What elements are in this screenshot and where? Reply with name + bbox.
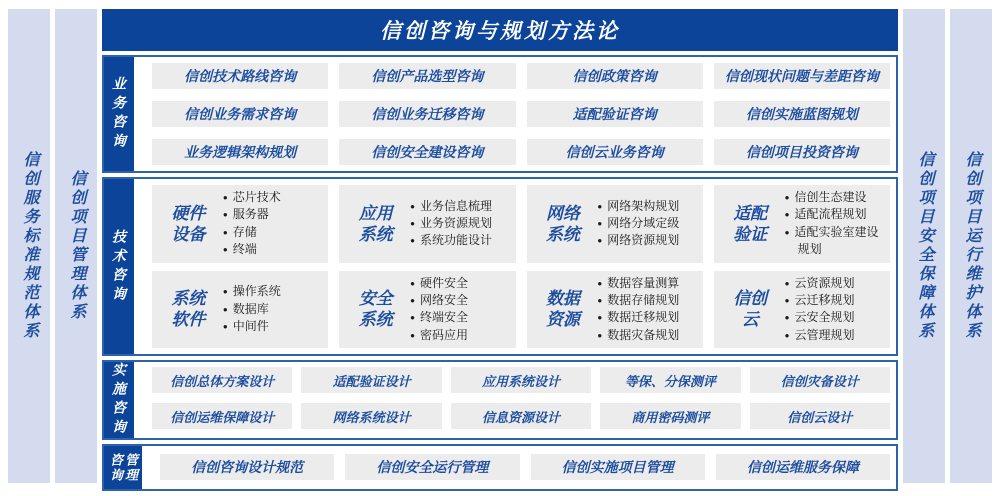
side-bar-label: 信创项目安全保障体系	[916, 151, 933, 341]
diagram-item: 业务逻辑架构规划	[152, 139, 328, 165]
bullet-item: ● 存储	[223, 224, 324, 241]
bullet-item: ● 芯片技术	[223, 189, 324, 206]
bullet-item: ● 系统功能设计	[410, 232, 511, 249]
tech-category-label: 网络 系统	[545, 203, 580, 244]
section-label-tech: 技术咨询	[104, 179, 134, 354]
bullet-item: ● 云安全规划	[785, 309, 886, 326]
tech-category-label: 安全 系统	[358, 289, 393, 330]
tech-bullet-list	[410, 275, 513, 345]
bullet-item: ● 密码应用	[410, 327, 511, 344]
diagram-item: 信创政策咨询	[527, 63, 703, 89]
bullet-item: ● 终端安全	[410, 309, 511, 326]
side-bar-operation-maintenance	[950, 9, 992, 483]
bullet-item: ● 网络安全	[410, 292, 511, 309]
diagram-item: 适配验证咨询	[527, 101, 703, 127]
diagram-item: 信创咨询设计规范	[160, 454, 334, 480]
diagram-item: 信创安全运行管理	[345, 454, 519, 480]
bullet-item: ● 云迁移规划	[785, 292, 886, 309]
diagram-item: 信创技术路线咨询	[152, 63, 328, 89]
tech-category-label: 应用 系统	[358, 203, 393, 244]
bullet-item: ● 云资源规划	[785, 275, 886, 292]
tech-cells-grid	[134, 179, 896, 354]
diagram-item: 信创运维服务保障	[716, 454, 890, 480]
diagram-item: 信创实施项目管理	[531, 454, 705, 480]
side-bar-label: 信创服务标准规范体系	[21, 151, 38, 341]
diagram-item: 信创业务迁移咨询	[339, 101, 515, 127]
tech-bullet-list	[410, 198, 513, 250]
bullet-item: ● 中间件	[223, 318, 324, 335]
diagram-item: 信创项目投资咨询	[714, 139, 890, 165]
tech-cell-network	[527, 185, 703, 263]
management-items-grid	[142, 446, 896, 489]
tech-cell-security-system	[339, 271, 515, 349]
bullet-item: ● 数据迁移规划	[597, 309, 698, 326]
section-label-implementation: 实施咨询	[104, 362, 134, 438]
tech-category-label: 信创 云	[733, 289, 768, 330]
tech-category-label: 系统 软件	[171, 289, 206, 330]
diagram-item: 应用系统设计	[451, 367, 591, 393]
tech-bullet-list	[597, 275, 700, 345]
tech-cell-system-software	[152, 271, 328, 349]
section-consulting-management	[102, 444, 898, 491]
tech-category-label: 数据 资源	[545, 289, 580, 330]
bullet-item: ● 云管理规划	[785, 327, 886, 344]
bullet-item: ● 适配实验室建设规划	[785, 224, 886, 259]
tech-bullet-list	[785, 275, 888, 345]
diagram-item: 信创业务需求咨询	[152, 101, 328, 127]
page-title: 信创咨询与规划方法论	[102, 9, 898, 51]
side-bar-label: 信创项目管理体系	[68, 170, 85, 322]
diagram-item: 信创总体方案设计	[152, 367, 292, 393]
diagram-item: 信创现状问题与差距咨询	[714, 63, 890, 89]
diagram-item: 适配验证设计	[301, 367, 441, 393]
section-tech-consulting	[102, 177, 898, 356]
diagram-item: 信创实施蓝图规划	[714, 101, 890, 127]
bullet-item: ● 数据库	[223, 301, 324, 318]
diagram-item: 信创产品选型咨询	[339, 63, 515, 89]
diagram-main-column	[102, 9, 898, 483]
tech-bullet-list	[223, 189, 326, 259]
tech-cell-xinchuang-cloud	[714, 271, 890, 349]
diagram-item: 信创运维保障设计	[152, 403, 292, 429]
bullet-item: ● 适配流程规划	[785, 206, 886, 223]
bullet-item: ● 业务资源规划	[410, 215, 511, 232]
bullet-item: ● 服务器	[223, 206, 324, 223]
side-bar-service-standards	[8, 9, 50, 483]
tech-bullet-list	[597, 198, 700, 250]
bullet-item: ● 业务信息梳理	[410, 198, 511, 215]
bullet-item: ● 终端	[223, 241, 324, 258]
section-implementation-consulting	[102, 360, 898, 440]
bullet-item: ● 网络架构规划	[597, 198, 698, 215]
tech-bullet-list	[223, 283, 326, 335]
diagram-item: 信创安全建设咨询	[339, 139, 515, 165]
tech-category-label: 适配 验证	[733, 203, 768, 244]
diagram-item: 等保、分保测评	[600, 367, 740, 393]
diagram-item: 信创灾备设计	[750, 367, 890, 393]
bullet-item: ● 操作系统	[223, 283, 324, 300]
tech-cell-hardware	[152, 185, 328, 263]
tech-cell-data-resources	[527, 271, 703, 349]
side-bar-label: 信创项目运行维护体系	[963, 151, 980, 341]
bullet-item: ● 网络分域定级	[597, 215, 698, 232]
bullet-item: ● 数据灾备规划	[597, 327, 698, 344]
section-business-consulting	[102, 55, 898, 173]
diagram-item: 信创云业务咨询	[527, 139, 703, 165]
side-bar-security-assurance	[903, 9, 945, 483]
tech-cell-adaptation	[714, 185, 890, 263]
side-bar-project-management	[55, 9, 97, 483]
bullet-item: ● 网络资源规划	[597, 232, 698, 249]
bullet-item: ● 数据容量测算	[597, 275, 698, 292]
tech-cell-application	[339, 185, 515, 263]
diagram-item: 网络系统设计	[301, 403, 441, 429]
business-items-grid	[134, 57, 896, 171]
tech-bullet-list	[785, 189, 888, 259]
diagram-item: 商用密码测评	[600, 403, 740, 429]
implementation-items-grid	[134, 362, 896, 438]
diagram-item: 信息资源设计	[451, 403, 591, 429]
bullet-item: ● 硬件安全	[410, 275, 511, 292]
section-label-business: 业务咨询	[104, 57, 134, 171]
bullet-item: ● 数据存储规划	[597, 292, 698, 309]
tech-category-label: 硬件 设备	[171, 203, 206, 244]
diagram-item: 信创云设计	[750, 403, 890, 429]
section-label-management: 咨询 管理	[104, 446, 142, 489]
bullet-item: ● 信创生态建设	[785, 189, 886, 206]
